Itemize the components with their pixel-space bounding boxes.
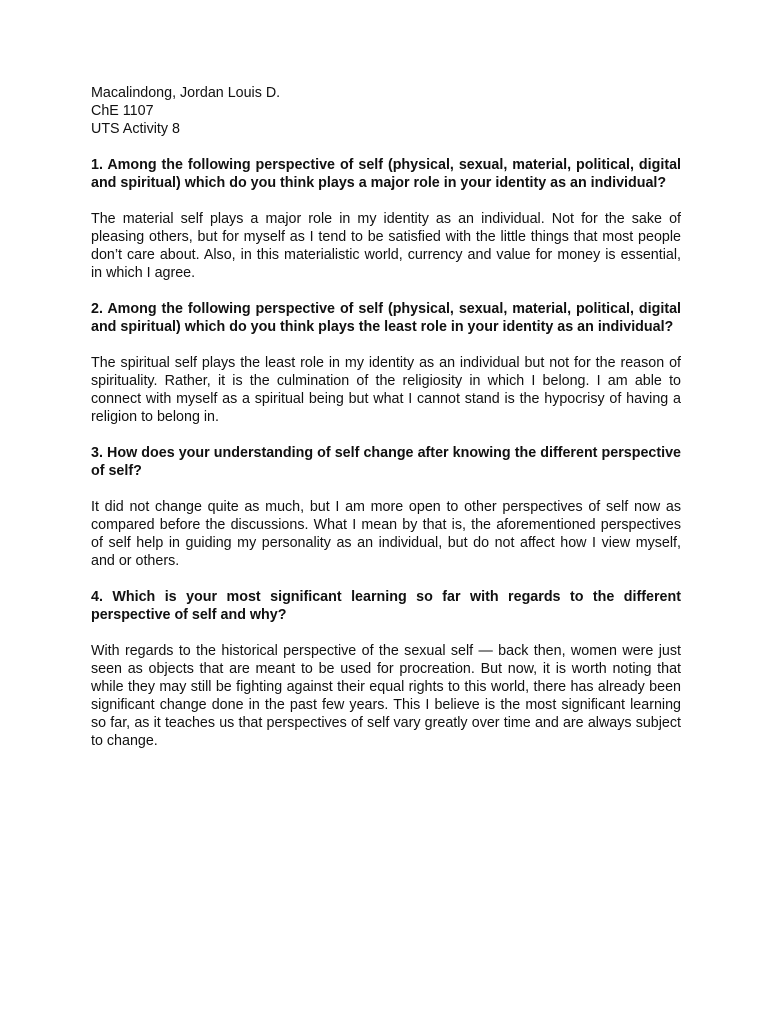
document-header [91,84,681,138]
activity-title: UTS Activity 8 [91,121,180,137]
question-1: 1. Among the following perspective of self (physical, sexual, material, political, digital and spiritual) which do you think plays a major role in your identity as an individual? [91,157,681,191]
question-4: 4. Which is your most significant learning so far with regards to the different perspective of self and why? [91,589,681,623]
answer-2: The spiritual self plays the least role in my identity as an individual but not for the reason of spirituality. Rather, it is the culmination of the religiosity in which I belong. I am able to connect with myself as a spiritual being but what I cannot stand is the hypocrisy of having a religion to belong in. [91,355,681,425]
question-2: 2. Among the following perspective of self (physical, sexual, material, political, digital and spiritual) which do you think plays the least role in your identity as an individual? [91,301,681,335]
answer-1: The material self plays a major role in my identity as an individual. Not for the sake of pleasing others, but for myself as I tend to be satisfied with the little things that most people don’t care about. Also, in this materialistic world, currency and value for money is essential, in which I agree. [91,211,681,281]
course-code: ChE 1107 [91,103,154,119]
question-3: 3. How does your understanding of self change after knowing the different perspective of self? [91,445,681,479]
document-page [91,84,681,768]
student-name: Macalindong, Jordan Louis D. [91,85,281,101]
answer-4: With regards to the historical perspective of the sexual self — back then, women were just seen as objects that are meant to be used for procreation. But now, it is worth noting that while they may still be fighting against their equal rights to this world, there has already been significant change done in the past few years. This I believe is the most significant learning so far, as it teaches us that perspectives of self vary greatly over time and are always subject to change. [91,643,681,749]
answer-3: It did not change quite as much, but I am more open to other perspectives of self now as compared before the discussions. What I mean by that is, the aforementioned perspectives of self help in guiding my personality as an individual, but do not affect how I view myself, and or others. [91,499,681,569]
